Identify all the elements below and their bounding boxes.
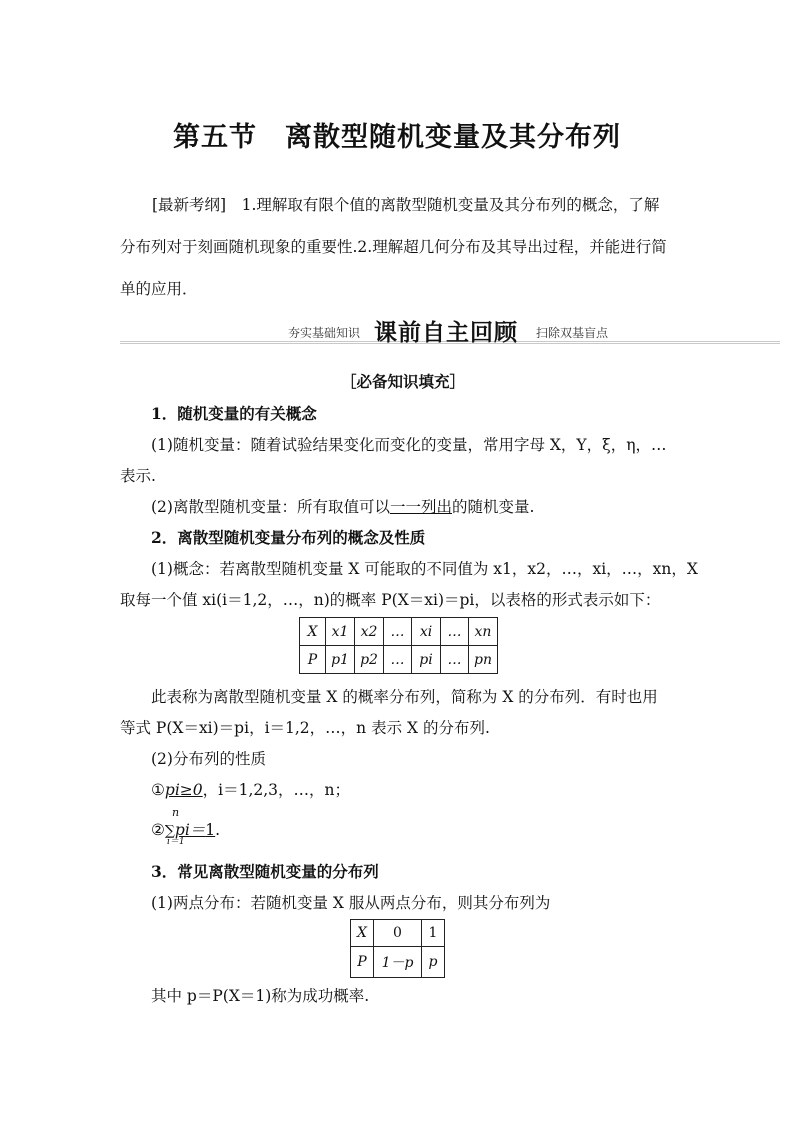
table-cell: x1 bbox=[326, 618, 355, 646]
s2-prop2 bbox=[151, 818, 220, 840]
table-cell: xn bbox=[469, 618, 498, 646]
table-cell: P bbox=[351, 947, 374, 978]
s3-p2: 其中 p＝P(X＝1)称为成功概率. bbox=[151, 987, 370, 1005]
table-cell: p1 bbox=[326, 646, 355, 674]
s2-prop1 bbox=[151, 778, 350, 800]
s2-prop1-answer: pi≥0 bbox=[164, 781, 203, 799]
two-point-table bbox=[350, 919, 445, 978]
s1-p1-line2: 表示. bbox=[120, 467, 156, 485]
table-cell: X bbox=[300, 618, 326, 646]
s2-p1-line2: 取每一个值 xi(i＝1,2，…，n)的概率 P(X＝xi)＝pi，以表格的形式表示如下： bbox=[120, 591, 661, 609]
table-cell: pi bbox=[412, 646, 441, 674]
s2-prop2-answer-b: 1 bbox=[205, 821, 216, 839]
s2-heading: 2．离散型随机变量分布列的概念及性质 bbox=[151, 528, 426, 547]
s2-prop2-marker: ② bbox=[151, 821, 165, 839]
table-row bbox=[300, 618, 498, 646]
s2-prop2-answer-a: pi＝ bbox=[174, 821, 206, 839]
s1-p2-post: 的随机变量. bbox=[451, 498, 535, 516]
banner-left-text: 夯实基础知识 bbox=[288, 326, 361, 340]
table-cell: … bbox=[384, 646, 412, 674]
s2-p2-line2: 等式 P(X＝xi)＝pi，i＝1,2，…，n 表示 X 的分布列. bbox=[120, 719, 490, 737]
outline-line-1: [最新考纲] 1.理解取有限个值的离散型随机变量及其分布列的概念，了解 bbox=[152, 196, 660, 214]
table-cell: … bbox=[441, 618, 469, 646]
s3-heading: 3．常见离散型随机变量的分布列 bbox=[151, 862, 379, 881]
s1-heading: 1．随机变量的有关概念 bbox=[151, 404, 317, 423]
banner-right-text: 扫除双基盲点 bbox=[536, 326, 609, 340]
s2-p1-line1: (1)概念：若离散型随机变量 X 可能取的不同值为 x1，x2，…，xi，…，xn，X bbox=[151, 560, 698, 578]
outline-line-3: 单的应用． bbox=[120, 280, 198, 298]
page-title: 第五节 离散型随机变量及其分布列 bbox=[173, 122, 621, 153]
s1-p1-line1: (1)随机变量：随着试验结果变化而变化的变量，常用字母 X，Y，ξ，η，… bbox=[151, 436, 667, 454]
table-cell: 1 bbox=[422, 920, 445, 947]
table-cell: 0 bbox=[374, 920, 422, 947]
table-row bbox=[351, 947, 445, 978]
table-cell: pn bbox=[469, 646, 498, 674]
s2-prop2-post: . bbox=[215, 821, 221, 839]
s1-p2-pre: (2)离散型随机变量：所有取值可以 bbox=[151, 498, 390, 516]
banner-title: 课前自主回顾 bbox=[374, 319, 518, 346]
s2-props-heading: (2)分布列的性质 bbox=[151, 750, 266, 768]
table-cell: … bbox=[441, 646, 469, 674]
s2-prop1-post: ，i＝1,2,3，…，n； bbox=[202, 781, 351, 799]
table-cell: 1－p bbox=[374, 947, 422, 978]
distribution-table bbox=[299, 617, 498, 674]
table-cell: … bbox=[384, 618, 412, 646]
s1-p2 bbox=[151, 495, 534, 517]
table-row bbox=[351, 920, 445, 947]
table-row bbox=[300, 646, 498, 674]
sum-upper-limit: n bbox=[172, 806, 180, 819]
s1-p2-answer: 一一列出 bbox=[389, 498, 452, 516]
table-cell: P bbox=[300, 646, 326, 674]
table-cell: p bbox=[422, 947, 445, 978]
sum-symbol: ∑ bbox=[164, 823, 175, 839]
table-cell: xi bbox=[412, 618, 441, 646]
s2-p2-line1: 此表称为离散型随机变量 X 的概率分布列，简称为 X 的分布列．有时也用 bbox=[151, 688, 658, 706]
table-cell: p2 bbox=[355, 646, 384, 674]
section-header: ［必备知识填充］ bbox=[341, 372, 466, 391]
outline-line-2: 分布列对于刻画随机现象的重要性.2.理解超几何分布及其导出过程，并能进行简 bbox=[120, 238, 667, 256]
s2-prop1-marker: ① bbox=[151, 781, 165, 799]
s3-p1: (1)两点分布：若随机变量 X 服从两点分布，则其分布列为 bbox=[151, 894, 551, 912]
sum-lower-limit: i＝1 bbox=[167, 837, 185, 847]
table-cell: X bbox=[351, 920, 374, 947]
table-cell: x2 bbox=[355, 618, 384, 646]
